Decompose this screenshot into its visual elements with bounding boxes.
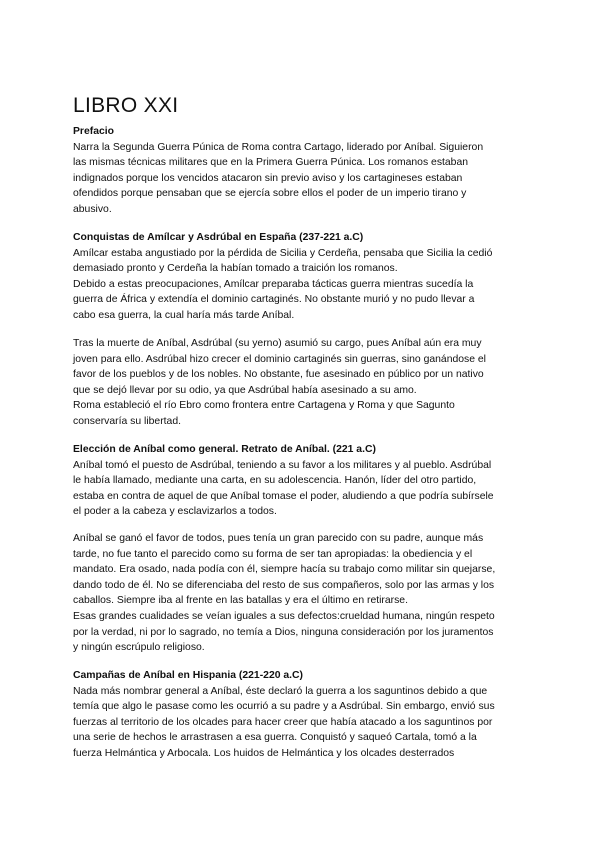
section-conquistas bbox=[73, 230, 533, 324]
text-line: joven para ello. Asdrúbal hizo crecer el dominio cartaginés sin guerras, sino ganándose el bbox=[73, 353, 486, 365]
text-line: Tras la muerte de Aníbal, Asdrúbal (su yerno) asumió su cargo, pues Aníbal aún era muy bbox=[73, 338, 482, 349]
text-line: Debido a estas preocupaciones, Amílcar preparaba tácticas guerra mientras sucedía la bbox=[73, 278, 474, 290]
section-eleccion-paragraph-2 bbox=[73, 531, 533, 656]
text-line: por la verdad, ni por lo sagrado, no temía a Dios, ninguna consideración por los juramentos bbox=[73, 626, 494, 638]
text-line: dando todo de él. No se diferenciaba del resto de sus compañeros, solo por las armas y los bbox=[73, 579, 495, 591]
section-heading: Conquistas de Amílcar y Asdrúbal en España (237-221 a.C) bbox=[73, 232, 364, 243]
text-line: estaba en contra de aquel de que Aníbal tomase el poder, aludiendo a que podría subírsele bbox=[73, 490, 494, 502]
text-line: Nada más nombrar general a Aníbal, éste declaró la guerra a los saguntinos debido a que bbox=[73, 685, 488, 697]
text-line: abusivo. bbox=[73, 203, 112, 215]
text-line: conservaría su libertad. bbox=[73, 415, 182, 427]
text-line: indignados porque los vencidos atacaron sin previo aviso y los cartagineses estaban bbox=[73, 172, 463, 184]
text-line: Amílcar estaba angustiado por la pérdida de Sicilia y Cerdeña, pensaba que Sicilia la cedió bbox=[73, 247, 493, 259]
text-line: las mismas técnicas militares que en la Primera Guerra Púnica. Los romanos estaban bbox=[73, 157, 469, 169]
text-line: el poder a la cabeza y esclavizarlos a todos. bbox=[73, 506, 277, 518]
text-line: Esas grandes cualidades se veían iguales a sus defectos:crueldad humana, ningún respeto bbox=[73, 610, 495, 622]
text-line: y ningún escrúpulo religioso. bbox=[73, 642, 205, 654]
text-line: guerra de África y extendía el dominio cartaginés. No obstante murió y no pudo llevar a bbox=[73, 294, 475, 306]
text-line: favor de los pueblos y de los nobles. No obstante, fue asesinado en público por un nativo bbox=[73, 369, 484, 381]
section-heading: Campañas de Aníbal en Hispania (221-220 a.C) bbox=[73, 670, 304, 681]
document-title: LIBRO XXI bbox=[73, 94, 179, 117]
text-line: temía que algo le pasase como les ocurrió a su padre y a Asdrúbal. Sin embargo, envió sus bbox=[73, 701, 495, 713]
section-conquistas-paragraph-2 bbox=[73, 336, 533, 430]
text-line: cabo esa guerra, la cual haría más tarde Aníbal. bbox=[73, 309, 295, 321]
text-line: fuerza Helmántica y Arbocala. Los huidos de Helmántica y los olcades desterrados bbox=[73, 747, 455, 759]
text-line: caballos. Siempre iba al frente en las batallas y era el último en retirarse. bbox=[73, 595, 408, 607]
section-campanas bbox=[73, 668, 533, 762]
text-line: ofendidos porque pensaban que se ejercía sobre ellos el poder de un imperio tirano y bbox=[73, 188, 467, 200]
text-line: fuerzas al territorio de los olcades para hacer creer que había atacado a los saguntinos por bbox=[73, 716, 493, 728]
text-line: mandato. Era osado, nada podía con él, siempre hacía su trabajo como militar sin quejarse, bbox=[73, 564, 496, 576]
text-line: una serie de hechos le arrastrasen a esa guerra. Conquistó y saqueó Cartala, tomó a la bbox=[73, 732, 477, 744]
text-line: Roma estableció el río Ebro como frontera entre Cartagena y Roma y que Sagunto bbox=[73, 400, 455, 412]
text-line: Narra la Segunda Guerra Púnica de Roma contra Cartago, liderado por Aníbal. Siguieron bbox=[73, 141, 484, 153]
section-eleccion bbox=[73, 442, 533, 520]
text-line: Aníbal se ganó el favor de todos, pues tenía un gran parecido con su padre, aunque más bbox=[73, 533, 484, 544]
section-prefacio bbox=[73, 124, 533, 218]
text-line: demasiado pronto y Cerdeña la habían tomado a traición los romanos. bbox=[73, 263, 398, 275]
text-line: que se dejó llevar por su odio, ya que Asdrúbal había asesinado a su amo. bbox=[73, 384, 417, 396]
text-line: tarde, no fue tanto el parecido como su forma de ser tan apropiadas: la obediencia y el bbox=[73, 548, 473, 560]
section-heading: Prefacio bbox=[73, 126, 115, 137]
text-line: Aníbal tomó el puesto de Asdrúbal, teniendo a su favor a los militares y al pueblo. Asdrúbal bbox=[73, 459, 492, 471]
section-heading: Elección de Aníbal como general. Retrato de Aníbal. (221 a.C) bbox=[73, 444, 376, 455]
text-line: le había llamado, mediante una carta, en su adolescencia. Hanón, líder del otro partido, bbox=[73, 475, 477, 487]
